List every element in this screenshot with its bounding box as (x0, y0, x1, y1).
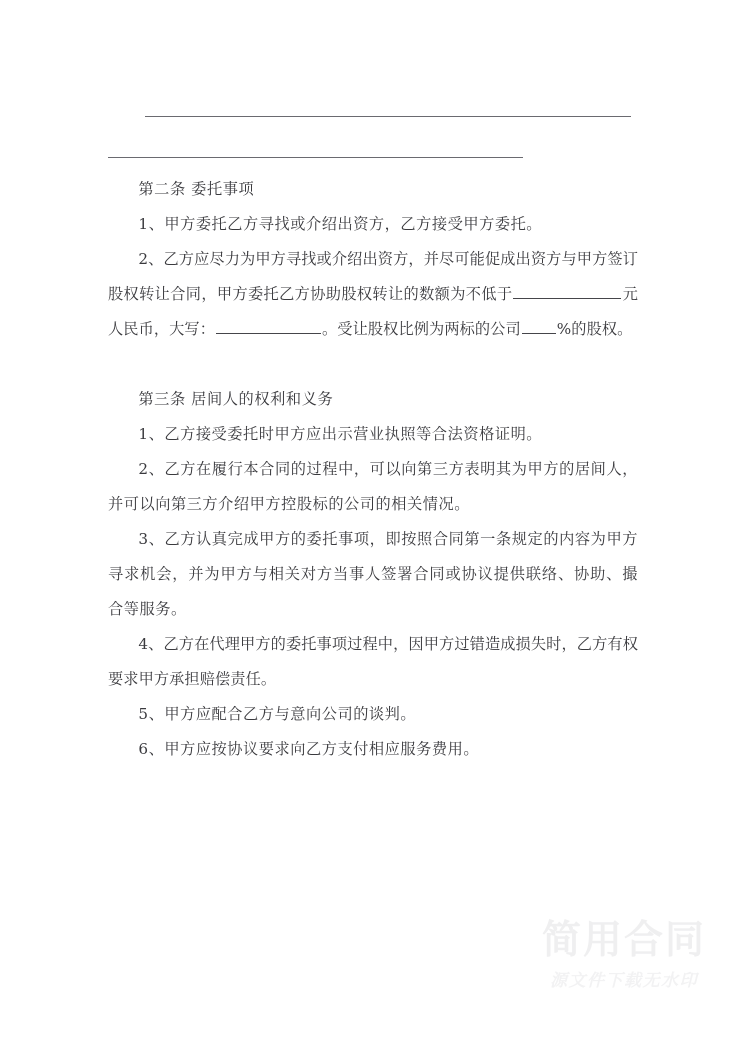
horizontal-rule-2 (108, 157, 523, 158)
percentage-blank-field[interactable] (522, 317, 556, 334)
clause-2-item-2 (108, 242, 638, 347)
clause-3-item-3: 3、乙方认真完成甲方的委托事项，即按照合同第一条规定的内容为甲方寻求机会，并为甲方与相关对方当事人签署合同或协议提供联络、协助、撮合等服务。 (108, 530, 638, 618)
top-rule-block (108, 100, 638, 172)
clause-3-item-2: 2、乙方在履行本合同的过程中，可以向第三方表明其为甲方的居间人，并可以向第三方介绍甲方控股标的公司的相关情况。 (108, 460, 638, 513)
clause-2-item-2-mid2: 。受让股权比例为两标的公司 (322, 320, 521, 338)
clause-3-item-6: 6、甲方应按协议要求向乙方支付相应服务费用。 (138, 740, 480, 758)
clause-2-item-1: 1、甲方委托乙方寻找或介绍出资方，乙方接受甲方委托。 (138, 215, 543, 233)
watermark-subtitle: 源文件下载无水印 (549, 971, 698, 991)
clause-2-item-2-suffix: %的股权。 (556, 320, 633, 338)
amount-words-blank-field[interactable] (216, 317, 321, 334)
watermark (541, 918, 706, 991)
document-body (108, 100, 638, 767)
clause-2-item-2-mid1: 元人民币，大写： (108, 285, 638, 338)
watermark-title: 简用合同 (541, 918, 706, 964)
clause-3-item-5: 5、甲方应配合乙方与意向公司的谈判。 (138, 705, 417, 723)
clause-2-item-2-prefix: 2、乙方应尽力为甲方寻找或介绍出资方，并尽可能促成出资方与甲方签订股权转让合同，甲方委托乙方协助股权转让的数额为不低于 (108, 250, 638, 303)
horizontal-rule-1 (145, 116, 631, 117)
section-heading-2: 第二条 委托事项 (138, 180, 255, 198)
section-heading-3: 第三条 居间人的权利和义务 (138, 390, 334, 408)
section-spacer (108, 347, 638, 382)
clause-3-item-1: 1、乙方接受委托时甲方应出示营业执照等合法资格证明。 (138, 425, 543, 443)
clause-3-item-4: 4、乙方在代理甲方的委托事项过程中，因甲方过错造成损失时，乙方有权要求甲方承担赔偿责任。 (108, 635, 638, 688)
amount-blank-field[interactable] (513, 282, 621, 299)
